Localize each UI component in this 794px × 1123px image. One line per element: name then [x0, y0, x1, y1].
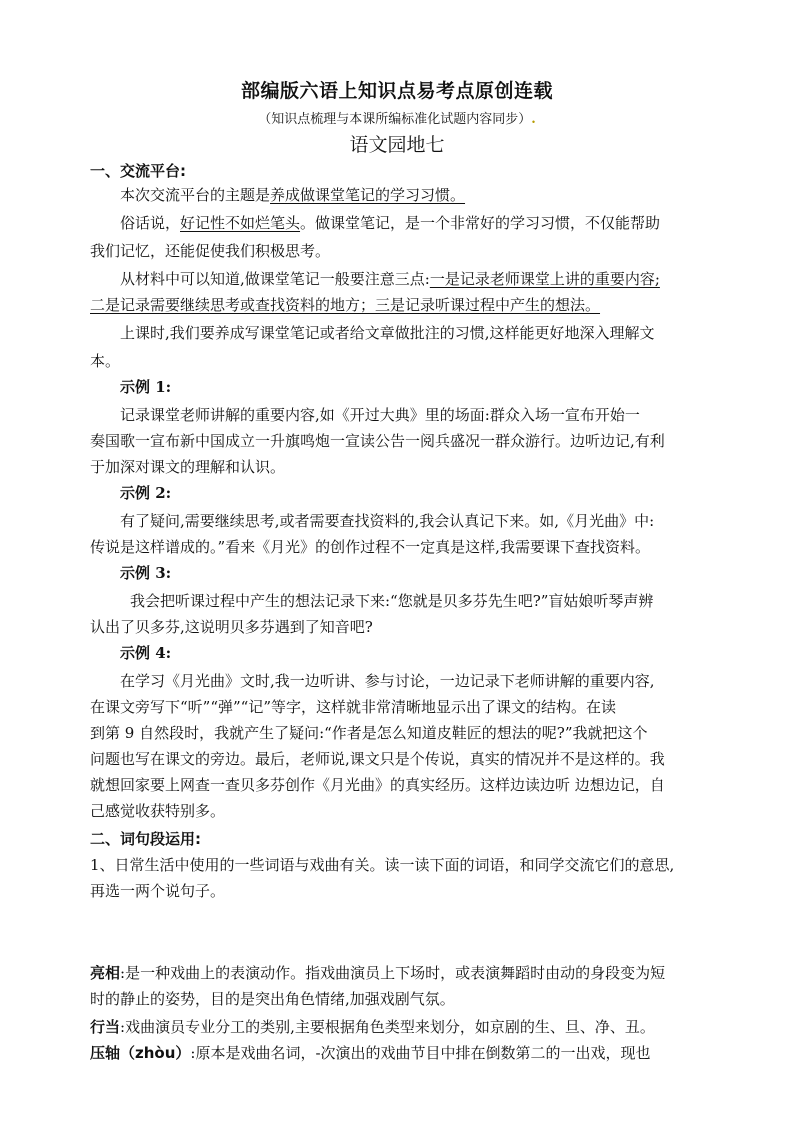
term-label: 亮相: [90, 964, 121, 982]
lesson-title: 语文园地七: [349, 134, 445, 156]
example-4-line-2: 在课文旁写下“听”“弹”“记”等字，这样就非常清晰地显示出了课文的结构。在读: [90, 698, 617, 716]
term-definition: :是一种戏曲上的表演动作。指戏曲演员上下场时，或表演舞蹈时由动的身段变为短: [120, 964, 666, 982]
example-1-line-2: 奏国歌一宣布新中国成立一升旗鸣炮一宣读公告一阅兵盛况一群众游行。边听边记,有利: [90, 432, 665, 450]
example-3-line-2: 认出了贝多芬,这说明贝多芬遇到了知音吧?: [90, 618, 373, 636]
paragraph-three-points-2: [90, 294, 710, 316]
text: 本次交流平台的主题是: [120, 186, 271, 204]
example-4-line-6: 己感觉收获特别多。: [90, 802, 226, 820]
subtitle-dot: .: [531, 112, 536, 127]
underlined-text: 一是记录老师课堂上讲的重要内容;: [429, 270, 660, 288]
underlined-text: 二是记录需要继续思考或查找资料的地方；三是记录听课过程中产生的想法。: [90, 296, 601, 314]
paragraph-saying-2: 我们记忆，还能促使我们积极思考。: [90, 242, 331, 260]
example-4-line-4: 问题也写在课文的旁边。最后，老师说,课文只是个传说，真实的情况并不是这样的。我: [90, 750, 665, 768]
document-title: 部编版六语上知识点易考点原创连载: [240, 80, 553, 102]
example-3-line-1: 我会把听课过程中产生的想法记录下来:“您就是贝多芬先生吧?”盲姑娘听琴声辨: [130, 592, 654, 610]
underlined-text: 好记性不如烂笔头: [180, 214, 301, 232]
paragraph-saying-1: [120, 212, 710, 234]
term-definition: :戏曲演员专业分工的类别,主要根据角色类型来划分，如京剧的生、旦、净、丑。: [120, 1018, 655, 1036]
text: 。做课堂笔记，是一个非常好的学习习惯，不仅能帮助: [300, 214, 661, 232]
term-definition: :原本是戏曲名词，-次演出的戏曲节目中排在倒数第二的一出戏，现也: [190, 1044, 651, 1062]
question-1-line-1: 1、日常生活中使用的一些词语与戏曲有关。读一读下面的词语，和同学交流它们的意思,: [90, 856, 675, 874]
example-4-line-1: 在学习《月光曲》文时,我一边听讲、参与讨论，一边记录下老师讲解的重要内容,: [120, 672, 655, 690]
underlined-text: 养成做课堂笔记的学习习惯。: [270, 186, 466, 204]
text: 从材料中可以知道,做课堂笔记一般要注意三点:: [120, 270, 430, 288]
term-liangxiang-line-1: [90, 962, 710, 984]
question-1-line-2: 再选一两个说句子。: [90, 882, 226, 900]
paragraph-habit-1: 上课时,我们要养成写课堂笔记或者给文章做批注的习惯,这样能更好地深入理解文: [120, 324, 655, 342]
example-1-label: 示例 1:: [120, 378, 172, 396]
text: 俗话说，: [120, 214, 181, 232]
example-1-line-3: 于加深对课文的理解和认识。: [90, 458, 286, 476]
paragraph-habit-2: 本。: [90, 352, 121, 370]
example-4-line-5: 就想回家要上网查一查贝多芬创作《月光曲》的真实经历。这样边读边听 边想边记，自: [90, 776, 665, 794]
example-3-label: 示例 3:: [120, 564, 172, 582]
term-hangdang-line-1: [90, 1016, 710, 1038]
example-2-label: 示例 2:: [120, 484, 172, 502]
example-4-line-3: 到第 9 自然段时，我就产生了疑问:“作者是怎么知道皮鞋匠的想法的呢?”我就把这个: [90, 724, 648, 742]
term-label: 压轴（zhòu）: [90, 1044, 191, 1062]
document-subtitle: [0, 108, 794, 127]
section-1-heading: 一、交流平台:: [90, 162, 186, 180]
term-label: 行当: [90, 1018, 121, 1036]
paragraph-theme: [120, 184, 710, 206]
example-4-label: 示例 4:: [120, 644, 172, 662]
term-liangxiang-line-2: 时的静止的姿势，目的是突出角色情绪,加强戏剧气氛。: [90, 990, 455, 1008]
example-2-line-2: 传说是这样谱成的。”看来《月光》的创作过程不一定真是这样,我需要课下查找资料。: [90, 538, 650, 556]
term-yazhou-line-1: [90, 1042, 710, 1064]
subtitle-text: （知识点梳理与本课所编标准化试题内容同步）: [258, 112, 532, 127]
paragraph-three-points-1: [120, 268, 710, 290]
example-2-line-1: 有了疑问,需要继续思考,或者需要查找资料的,我会认真记下来。如,《月光曲》中:: [120, 512, 655, 530]
example-1-line-1: 记录课堂老师讲解的重要内容,如《开过大典》里的场面:群众入场一宣布开始一: [120, 406, 640, 424]
section-2-heading: 二、词句段运用:: [90, 830, 201, 848]
